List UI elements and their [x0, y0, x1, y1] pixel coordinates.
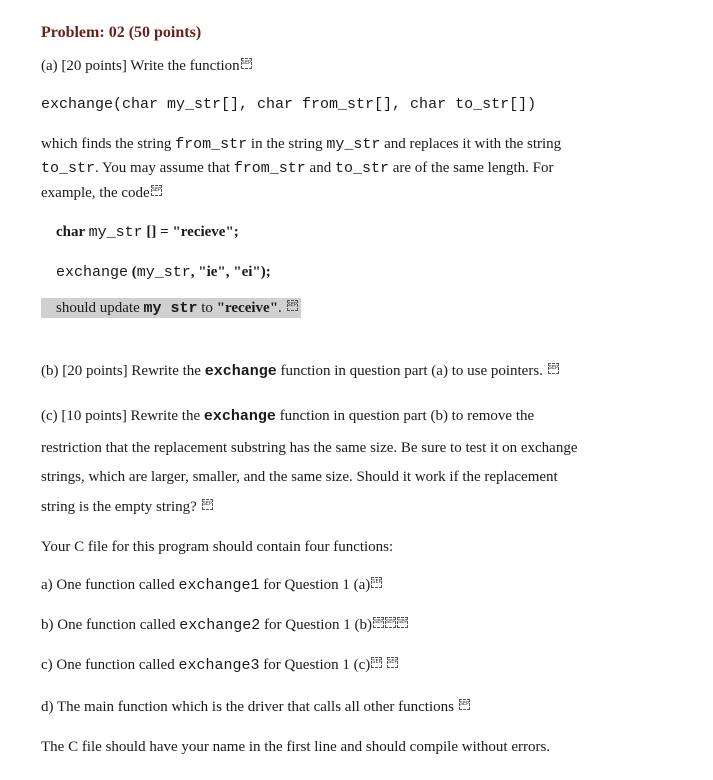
sep-mark — [202, 499, 213, 510]
inline-code: my_str — [136, 264, 191, 281]
part-c-text: function in question part (b) to remove the — [275, 408, 535, 424]
sep-mark — [397, 617, 408, 628]
function-item-b — [41, 615, 408, 636]
sep-mark — [371, 577, 382, 588]
inline-code: exchange — [204, 363, 277, 380]
inline-code: exchange — [56, 264, 129, 281]
part-b-text: function in question part (a) to use pointers. — [276, 363, 543, 379]
inline-code: to_str — [41, 160, 96, 177]
item-text: for Question 1 (b) — [260, 617, 372, 633]
inline-code: exchange1 — [178, 577, 260, 594]
inline-code: exchange2 — [179, 617, 261, 634]
code-text: ( — [128, 264, 137, 280]
sep-mark — [371, 657, 382, 668]
sep-mark — [387, 657, 398, 668]
result-text: should update — [56, 300, 144, 316]
sep-mark — [459, 699, 470, 710]
file-intro: Your C file for this program should contain four functions: — [41, 539, 394, 555]
result-highlight — [41, 298, 301, 318]
part-c-line3: strings, which are larger, smaller, and the same size. Should it work if the replacement — [41, 469, 558, 485]
code-text: , "ie", "ei"); — [190, 264, 271, 280]
result-line — [56, 298, 301, 319]
inline-code: to_str — [334, 160, 389, 177]
part-c-text: string is the empty string? — [41, 499, 197, 515]
problem-title: Problem: 02 (50 points) — [41, 24, 202, 41]
desc-text: in the string — [247, 136, 327, 152]
part-c-line1 — [41, 406, 534, 427]
desc-text: example, the code — [41, 185, 150, 201]
result-value: "receive" — [216, 300, 279, 316]
part-a-intro-text: (a) [20 points] Write the function — [41, 58, 240, 74]
code-keyword: char — [56, 224, 89, 240]
function-item-d — [41, 697, 470, 717]
sep-mark — [548, 363, 559, 374]
result-text: to — [197, 300, 217, 316]
part-a-desc-line1 — [41, 134, 561, 155]
inline-code: from_str — [175, 136, 248, 153]
sep-mark — [287, 300, 298, 311]
inline-code: exchange — [203, 408, 276, 425]
part-a-intro — [41, 56, 252, 76]
code-example-line1 — [56, 222, 239, 243]
part-c-line2: restriction that the replacement substring has the same size. Be sure to test it on exchange — [41, 440, 578, 456]
sep-mark — [373, 617, 384, 628]
desc-text: are of the same length. For — [388, 160, 554, 176]
desc-text: and replaces it with the string — [380, 136, 562, 152]
desc-text: and — [305, 160, 335, 176]
item-text: for Question 1 (c) — [259, 657, 371, 673]
code-example-line2 — [56, 262, 271, 283]
sep-mark — [241, 58, 252, 69]
part-c-text: (c) [10 points] Rewrite the — [41, 408, 204, 424]
inline-code: my str — [143, 300, 198, 317]
item-text: c) One function called — [41, 657, 179, 673]
function-item-a — [41, 575, 382, 596]
result-text: . — [278, 300, 282, 316]
part-c-line4 — [41, 497, 213, 517]
inline-code: exchange3 — [178, 657, 260, 674]
footer-note: The C file should have your name in the first line and should compile without errors. — [41, 739, 551, 755]
part-a-desc-line2 — [41, 158, 554, 179]
desc-text: which finds the string — [41, 136, 176, 152]
item-text: for Question 1 (a) — [259, 577, 371, 593]
inline-code: my_str — [88, 224, 143, 241]
sep-mark — [151, 185, 162, 196]
desc-text: . You may assume that — [95, 160, 234, 176]
item-text: a) One function called — [41, 577, 179, 593]
code-text: [] = "recieve"; — [142, 224, 239, 240]
part-b-text: (b) [20 points] Rewrite the — [41, 363, 205, 379]
item-text: b) One function called — [41, 617, 180, 633]
function-signature: exchange(char my_str[], char from_str[], char to_str[]) — [41, 96, 537, 113]
part-b — [41, 361, 559, 382]
function-item-c — [41, 655, 398, 676]
inline-code: from_str — [233, 160, 306, 177]
inline-code: my_str — [326, 136, 381, 153]
sep-mark — [385, 617, 396, 628]
item-text: d) The main function which is the driver that calls all other functions — [41, 699, 454, 715]
part-a-desc-line3 — [41, 183, 162, 203]
